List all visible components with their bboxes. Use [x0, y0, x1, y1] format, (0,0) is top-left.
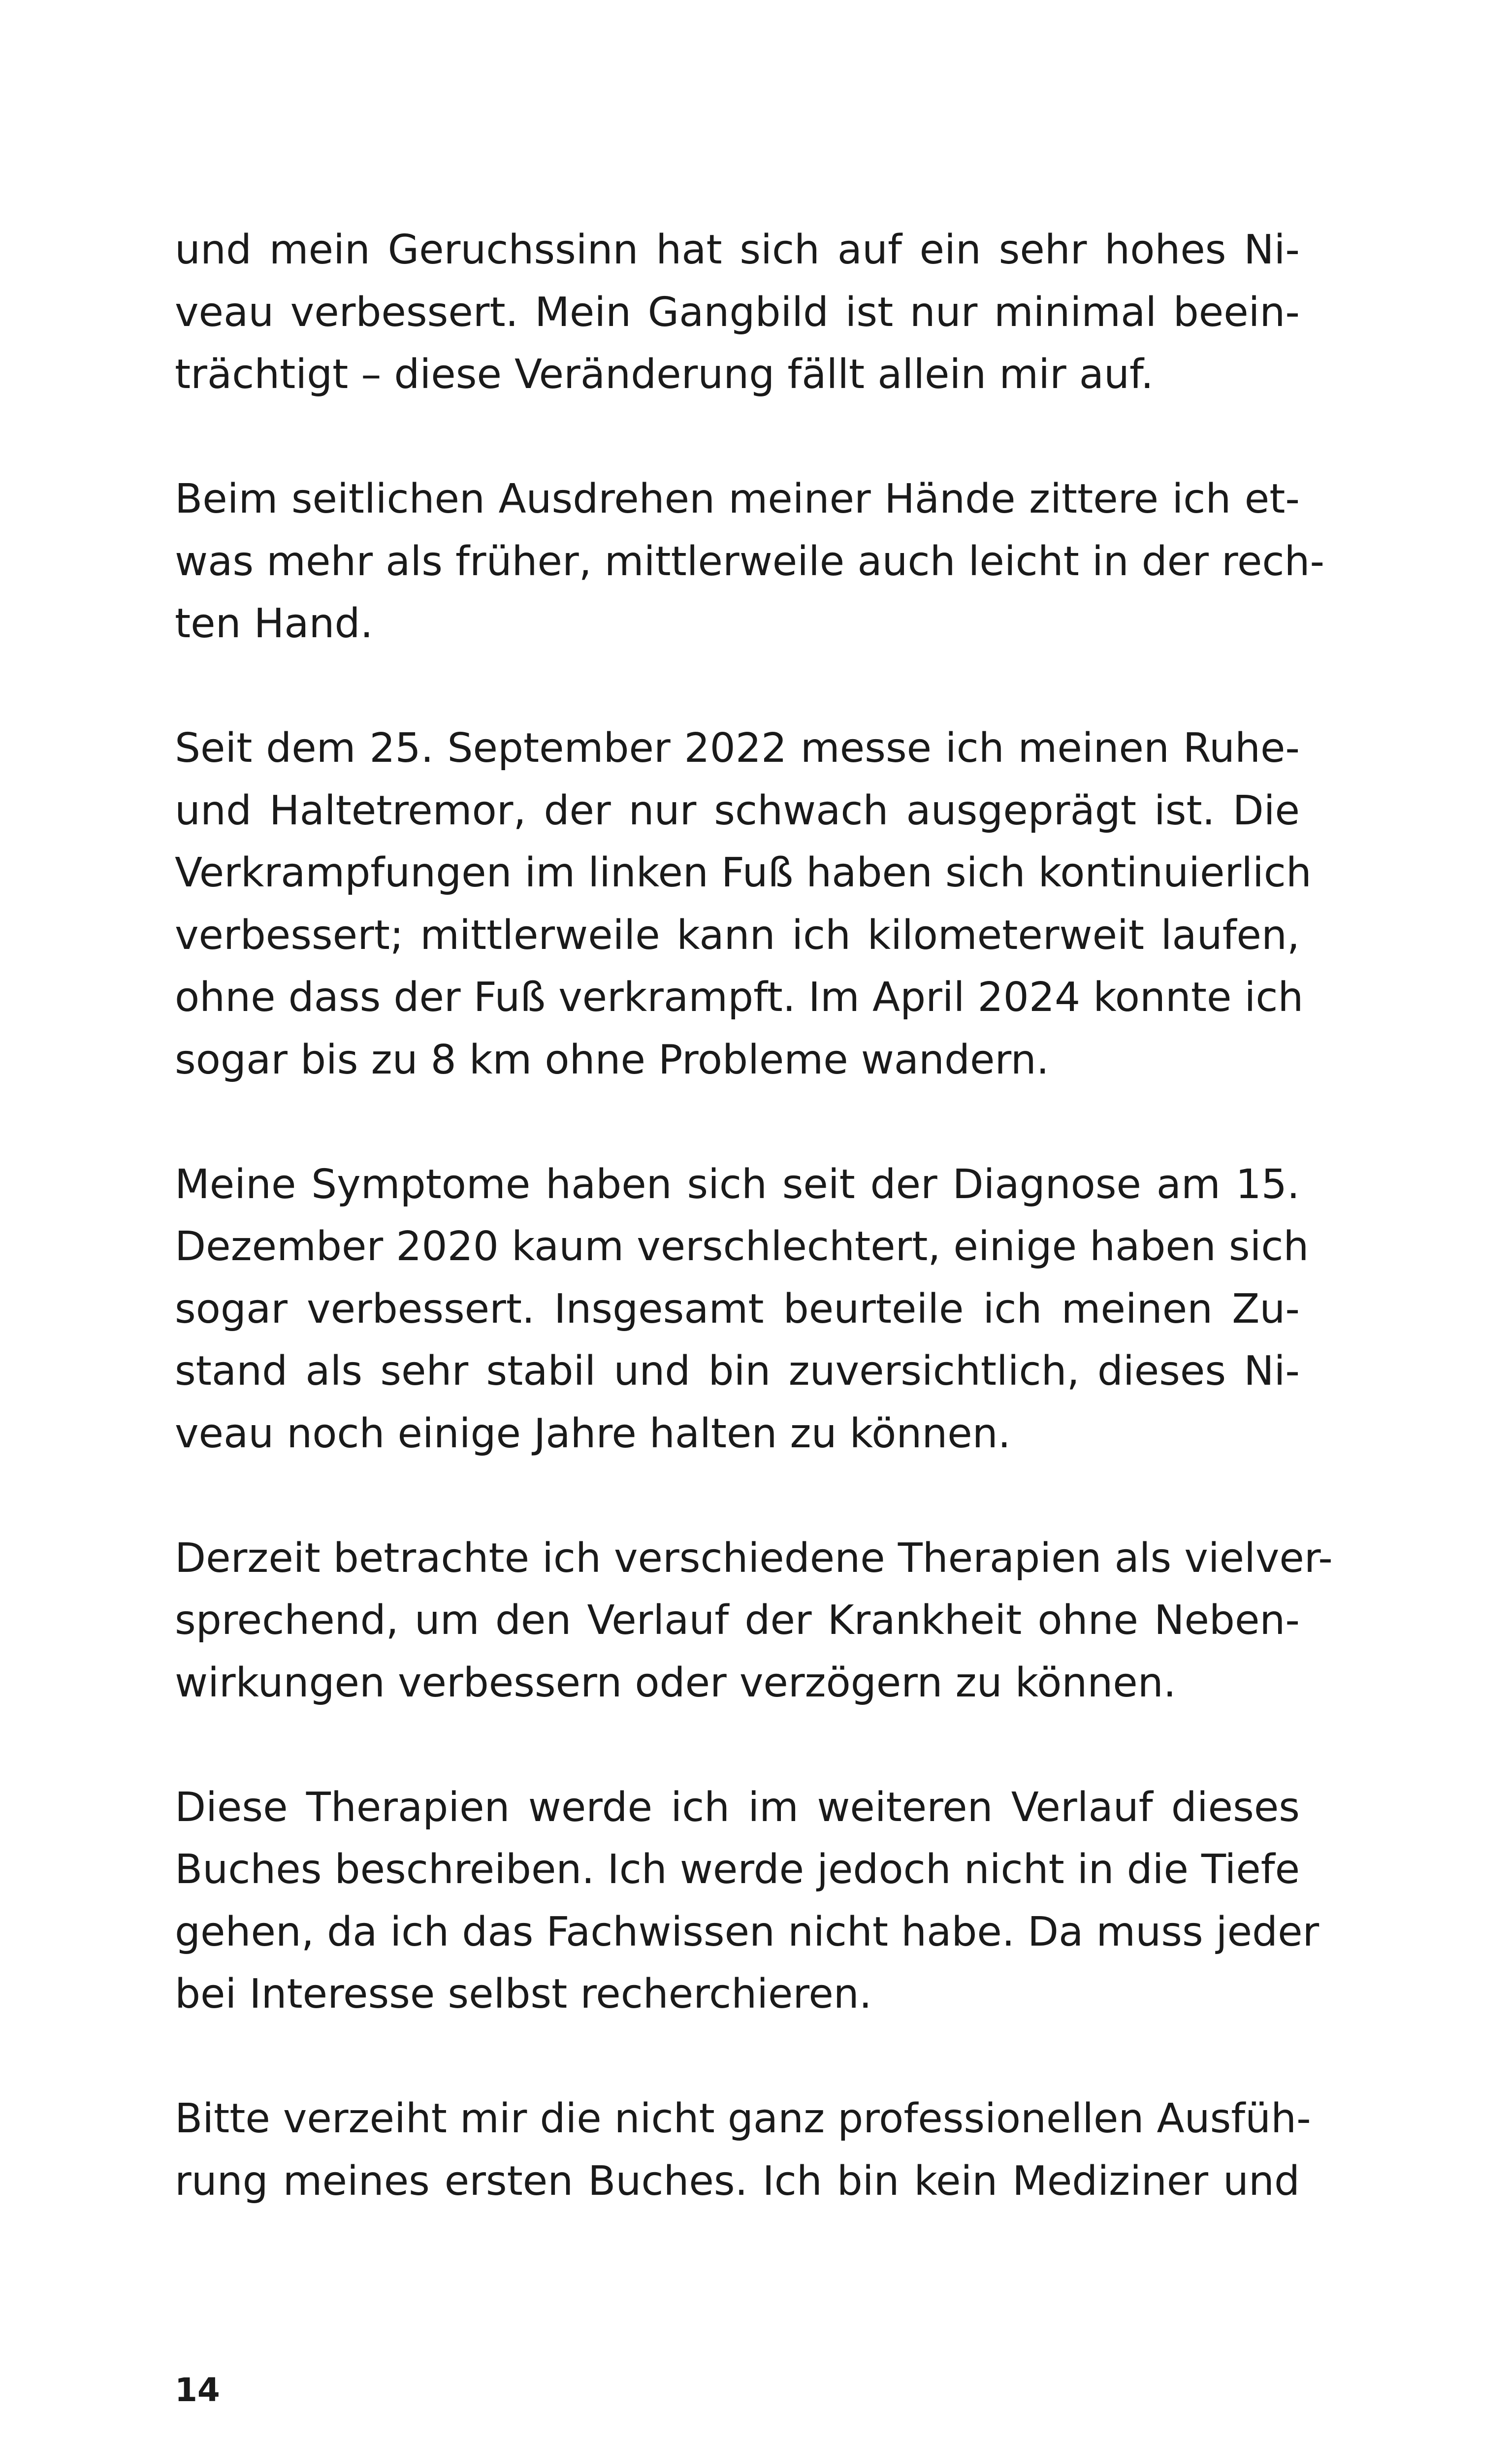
paragraph [175, 717, 1312, 1091]
paragraph [175, 1528, 1333, 1715]
text-line: bei Interesse selbst recherchieren. [175, 1971, 872, 2018]
text-line: rung meines ersten Buches. Ich bin kein Mediziner und [175, 2157, 1300, 2205]
page-number: 14 [175, 2371, 220, 2409]
text-line: veau verbessert. Mein Gangbild ist nur minimal beein- [175, 289, 1300, 336]
text-line: Derzeit betrachte ich verschiedene Therapien als vielver- [175, 1534, 1333, 1582]
text-line: sogar bis zu 8 km ohne Probleme wandern. [175, 1036, 1049, 1083]
paragraph-gap [175, 1091, 1300, 1154]
text-line: und Haltetremor, der nur schwach ausgeprägt ist. Die [175, 787, 1300, 834]
text-line: Verkrampfungen im linken Fuß haben sich kontinuierlich [175, 849, 1312, 896]
paragraph-gap [175, 1465, 1300, 1528]
paragraph-gap [175, 1714, 1300, 1777]
text-line: Beim seitlichen Ausdrehen meiner Hände zittere ich et- [175, 476, 1300, 522]
paragraph [175, 2088, 1311, 2213]
body-text [175, 219, 1333, 2213]
paragraph-gap [175, 2026, 1300, 2088]
text-line: wirkungen verbessern oder verzögern zu können. [175, 1659, 1176, 1706]
text-line: Bitte verzeiht mir die nicht ganz professionellen Ausfüh- [175, 2095, 1311, 2142]
paragraph-gap [175, 406, 1300, 469]
text-line: sogar verbessert. Insgesamt beurteile ich meinen Zu- [175, 1285, 1300, 1333]
text-line: sprechend, um den Verlauf der Krankheit ohne Neben- [175, 1597, 1300, 1644]
text-line: und mein Geruchssinn hat sich auf ein sehr hohes Ni- [175, 227, 1300, 273]
paragraph-gap [175, 655, 1300, 718]
text-line: Meine Symptome haben sich seit der Diagnose am 15. [175, 1161, 1300, 1208]
text-line: stand als sehr stabil und bin zuversichtlich, dieses Ni- [175, 1348, 1300, 1395]
text-line: Seit dem 25. September 2022 messe ich meinen Ruhe- [175, 725, 1300, 772]
paragraph [175, 468, 1325, 655]
text-line: verbessert; mittlerweile kann ich kilometerweit laufen, [175, 912, 1300, 959]
text-line: trächtigt – diese Veränderung fällt allein mir auf. [175, 351, 1154, 398]
text-line: was mehr als früher, mittlerweile auch leicht in der rech- [175, 538, 1325, 585]
text-line: ohne dass der Fuß verkrampft. Im April 2024 konnte ich [175, 974, 1304, 1021]
text-line: Buches beschreiben. Ich werde jedoch nicht in die Tiefe [175, 1846, 1300, 1893]
paragraph [175, 219, 1300, 406]
text-line: gehen, da ich das Fachwissen nicht habe. Da muss jeder [175, 1908, 1319, 1955]
text-line: veau noch einige Jahre halten zu können. [175, 1410, 1011, 1457]
text-line: ten Hand. [175, 600, 373, 647]
paragraph [175, 1154, 1309, 1466]
text-line: Dezember 2020 kaum verschlechtert, einige haben sich [175, 1223, 1309, 1270]
text-line: Diese Therapien werde ich im weiteren Verlauf dieses [175, 1784, 1300, 1831]
paragraph [175, 1777, 1319, 2026]
